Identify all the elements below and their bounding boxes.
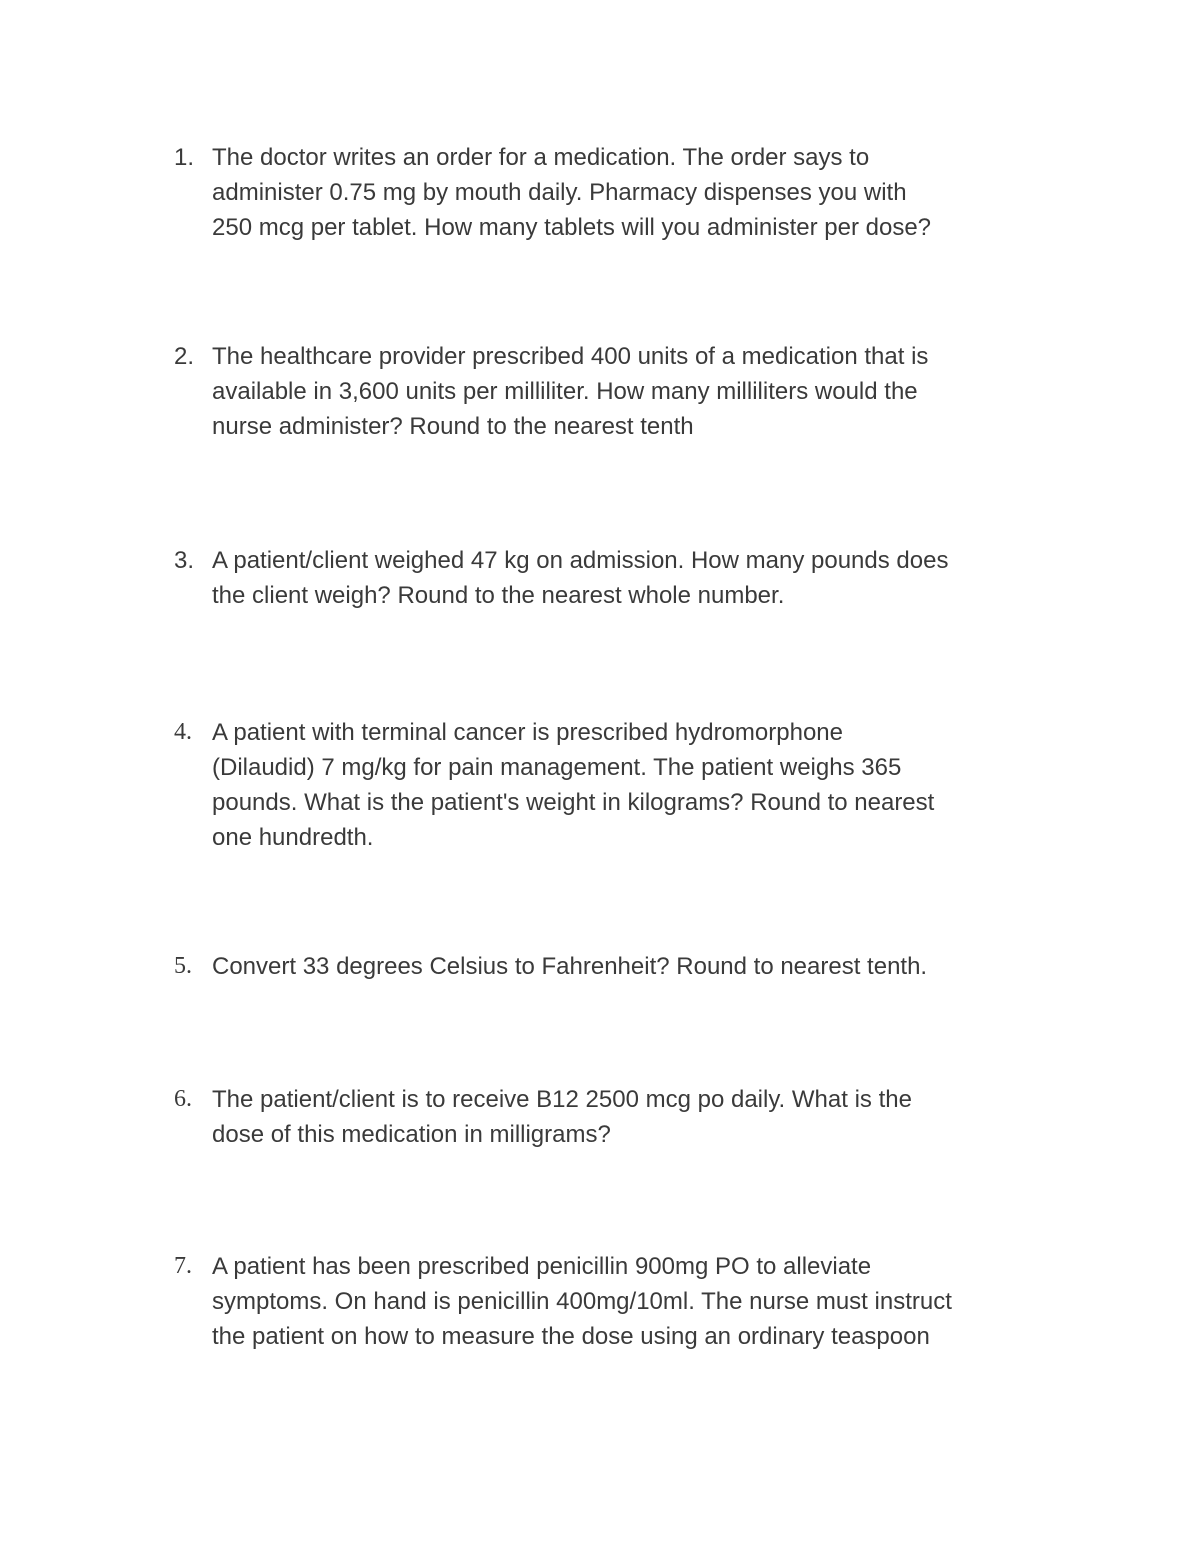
question-line: A patient with terminal cancer is prescribed hydromorphone (212, 719, 843, 746)
question-text (212, 715, 1112, 855)
question-line: The doctor writes an order for a medication. The order says to (212, 144, 870, 171)
question-line: one hundredth. (212, 824, 374, 851)
question-line: A patient has been prescribed penicillin 900mg PO to alleviate (212, 1253, 872, 1280)
question-line: the patient on how to measure the dose using an ordinary teaspoon (212, 1323, 930, 1350)
question-number: 6. (174, 1086, 192, 1112)
question-number: 5. (174, 953, 192, 979)
question-line: The patient/client is to receive B12 2500 mcg po daily. What is the (212, 1086, 912, 1113)
question-number: 7. (174, 1253, 192, 1279)
question-text (212, 543, 1112, 613)
question-text (212, 949, 1112, 984)
question-line: A patient/client weighed 47 kg on admission. How many pounds does (212, 547, 949, 574)
question-number: 3. (174, 547, 195, 574)
question-text (212, 1082, 1112, 1152)
question-text (212, 1249, 1112, 1354)
question-text (212, 140, 1112, 245)
question-line: administer 0.75 mg by mouth daily. Pharmacy dispenses you with (212, 179, 907, 206)
question-line: (Dilaudid) 7 mg/kg for pain management. The patient weighs 365 (212, 754, 902, 781)
question-number: 2. (174, 343, 195, 370)
question-line: 250 mcg per tablet. How many tablets will you administer per dose? (212, 214, 932, 241)
question-line: nurse administer? Round to the nearest tenth (212, 413, 694, 440)
question-number: 1. (174, 144, 195, 171)
question-line: dose of this medication in milligrams? (212, 1121, 611, 1148)
question-line: pounds. What is the patient's weight in kilograms? Round to nearest (212, 789, 935, 816)
question-number: 4. (174, 719, 192, 745)
question-line: Convert 33 degrees Celsius to Fahrenheit? Round to nearest tenth. (212, 953, 928, 980)
question-line: the client weigh? Round to the nearest whole number. (212, 582, 785, 609)
question-line: The healthcare provider prescribed 400 units of a medication that is (212, 343, 929, 370)
question-line: symptoms. On hand is penicillin 400mg/10ml. The nurse must instruct (212, 1288, 952, 1315)
question-line: available in 3,600 units per milliliter. How many milliliters would the (212, 378, 918, 405)
question-text (212, 339, 1112, 444)
